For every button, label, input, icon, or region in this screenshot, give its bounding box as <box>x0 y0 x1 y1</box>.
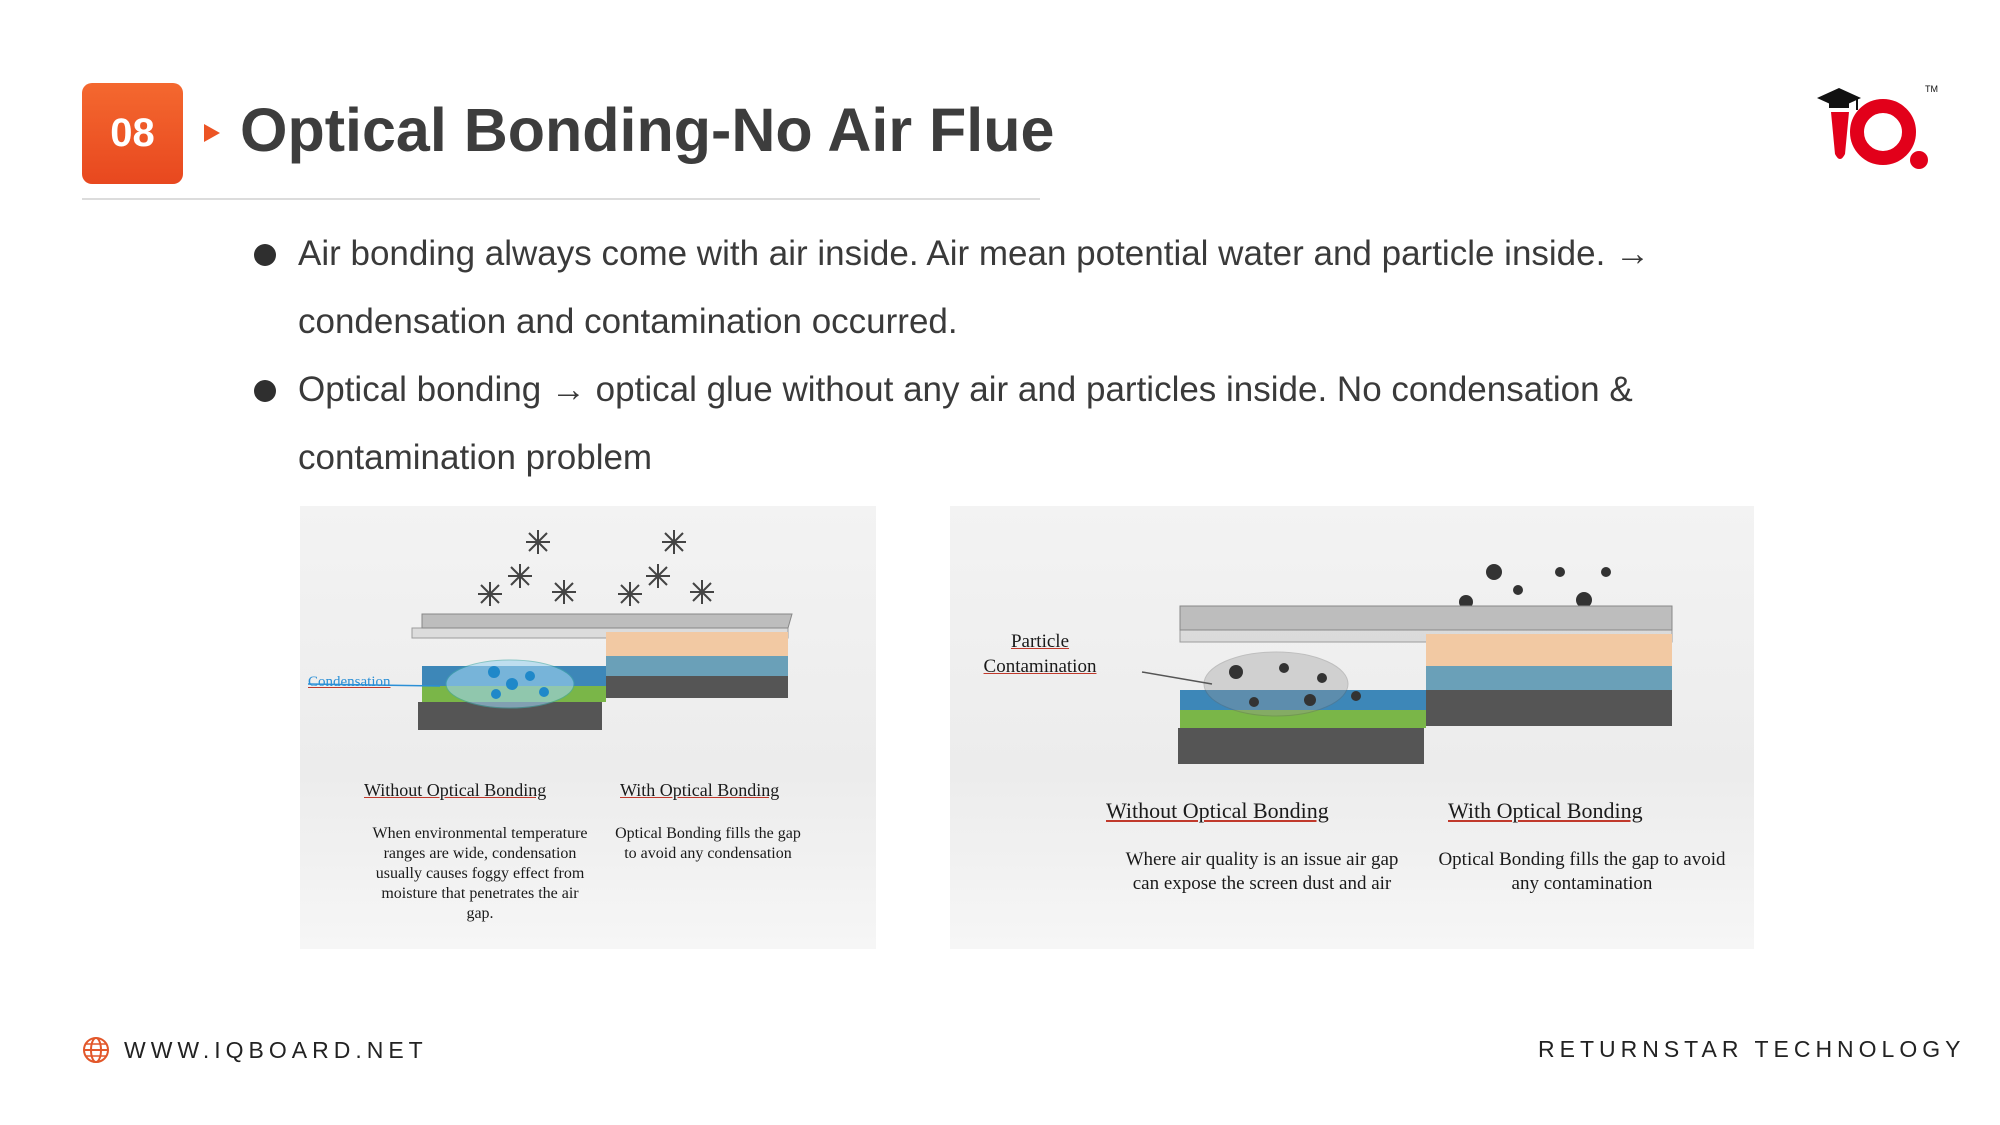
description-without-bonding: Where air quality is an issue air gap can expose the screen dust and air <box>1125 849 1399 894</box>
caption-without-bonding: Without Optical Bonding <box>364 780 547 800</box>
caption-with-bonding: With Optical Bonding <box>1448 798 1643 823</box>
contamination-diagram <box>950 506 1754 949</box>
iq-logo <box>1815 82 1945 172</box>
condensation-diagram <box>300 506 876 949</box>
condensation-callout: Condensation <box>308 674 391 690</box>
list-item <box>250 220 1810 356</box>
page-title: Optical Bonding-No Air Flue <box>240 96 1055 164</box>
triangle-marker-icon <box>204 124 220 142</box>
bullet-list <box>250 220 1810 492</box>
website-footer <box>82 1036 428 1064</box>
description-with-bonding: Optical Bonding fills the gap to avoid any condensation <box>615 825 801 862</box>
bullet-text: Air bonding always come with air inside. Air mean potential water and particle inside. → condensation and contamination occurred. <box>298 234 1651 341</box>
website-link[interactable]: WWW.IQBOARD.NET <box>124 1036 428 1063</box>
title-divider <box>82 198 1040 200</box>
bullet-text: Optical bonding → optical glue without any air and particles inside. No condensation & contamination problem <box>298 370 1633 477</box>
caption-with-bonding: With Optical Bonding <box>620 780 780 800</box>
slide-number: 08 <box>110 111 155 155</box>
snowflake-icons <box>478 530 714 606</box>
condensation-illustration <box>300 506 876 806</box>
contamination-callout: Particle Contamination <box>983 631 1097 677</box>
globe-icon <box>82 1036 110 1064</box>
bullet-dot-icon <box>254 244 276 266</box>
company-name: RETURNSTAR TECHNOLOGY <box>1538 1036 1966 1062</box>
description-without-bonding: When environmental temperature ranges are wide, condensation usually causes foggy effect from moisture that penetrates the air gap. <box>372 825 588 922</box>
list-item <box>250 356 1810 492</box>
bullet-dot-icon <box>254 380 276 402</box>
description-with-bonding: Optical Bonding fills the gap to avoid any contamination <box>1438 849 1726 894</box>
caption-without-bonding: Without Optical Bonding <box>1106 798 1329 823</box>
slide-number-badge <box>82 83 183 184</box>
trademark-label: TM <box>1925 84 1938 94</box>
